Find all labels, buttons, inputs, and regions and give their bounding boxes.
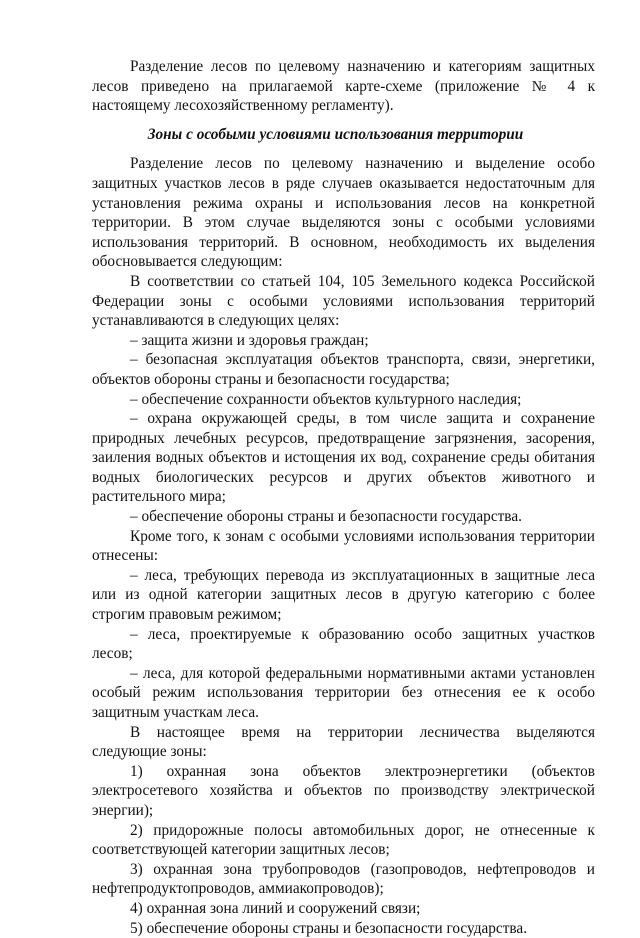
list-item: – обеспечение сохранности объектов культурного наследия; [130, 390, 522, 408]
body-paragraph: Кроме того, к зонам с особыми условиями использования территории отнесены: [92, 527, 595, 565]
list-item: – леса, для которой федеральными нормативными актами установлен особый режим использования территории без отнесения ее к особо защитным участкам леса. [92, 664, 595, 721]
document-page [92, 57, 595, 938]
list-item: – безопасная эксплуатация объектов транспорта, связи, энергетики, объектов обороны страны и безопасности государства; [92, 351, 595, 388]
list-item: – обеспечение обороны страны и безопасности государства. [130, 508, 522, 526]
list-item: – защита жизни и здоровья граждан; [130, 331, 369, 349]
list-item: – охрана окружающей среды, в том числе защита и сохранение природных лечебных ресурсов, предотвращение загрязнения, засорения, заиления водных объектов и истощения их вод, сохранение среды обитания водных биологических ресурсов и других объектов животного и растительного мира; [92, 410, 595, 506]
numbered-item: 2) придорожные полосы автомобильных дорог, не отнесенные к соответствующей категории защитных лесов; [92, 821, 595, 859]
list-item: – леса, проектируемые к образованию особо защитных участков лесов; [92, 625, 595, 663]
numbered-item: 5) обеспечение обороны страны и безопасности государства. [130, 919, 528, 937]
numbered-item: 3) охранная зона трубопроводов (газопроводов, нефтепроводов и нефтепродуктопроводов, аммиакопроводов); [92, 860, 595, 898]
numbered-item: 4) охранная зона линий и сооружений связи; [130, 899, 421, 917]
body-paragraph: В соответствии со статьей 104, 105 Земельного кодекса Российской Федерации зоны с особыми условиями использования территорий устанавливаются в следующих целях: [92, 272, 595, 330]
body-paragraph: В настоящее время на территории лесничества выделяются следующие зоны: [92, 723, 595, 761]
body-paragraph: Разделение лесов по целевому назначению и выделение особо защитных участков лесов в ряде случаев оказывается недостаточным для установления режима охраны и использования лесов на конкретной территории. В этом случае выделяются зоны с особыми условиями использования территорий. В основном, необходимость их выделения обосновывается следующим: [92, 155, 595, 271]
list-item: – леса, требующих перевода из эксплуатационных в защитные леса или из одной категории защитных лесов в другую категорию с более строгим правовым режимом; [92, 566, 595, 624]
intro-paragraph: Разделение лесов по целевому назначению и категориям защитных лесов приведено на прилагаемой карте-схеме (приложение № 4 к настоящему лесохозяйственному регламенту). [92, 58, 595, 115]
numbered-item: 1) охранная зона объектов электроэнергетики (объектов электросетевого хозяйства и объектов по производству электрической энергии); [92, 762, 595, 819]
section-heading: Зоны с особыми условиями использования территории [147, 125, 524, 143]
